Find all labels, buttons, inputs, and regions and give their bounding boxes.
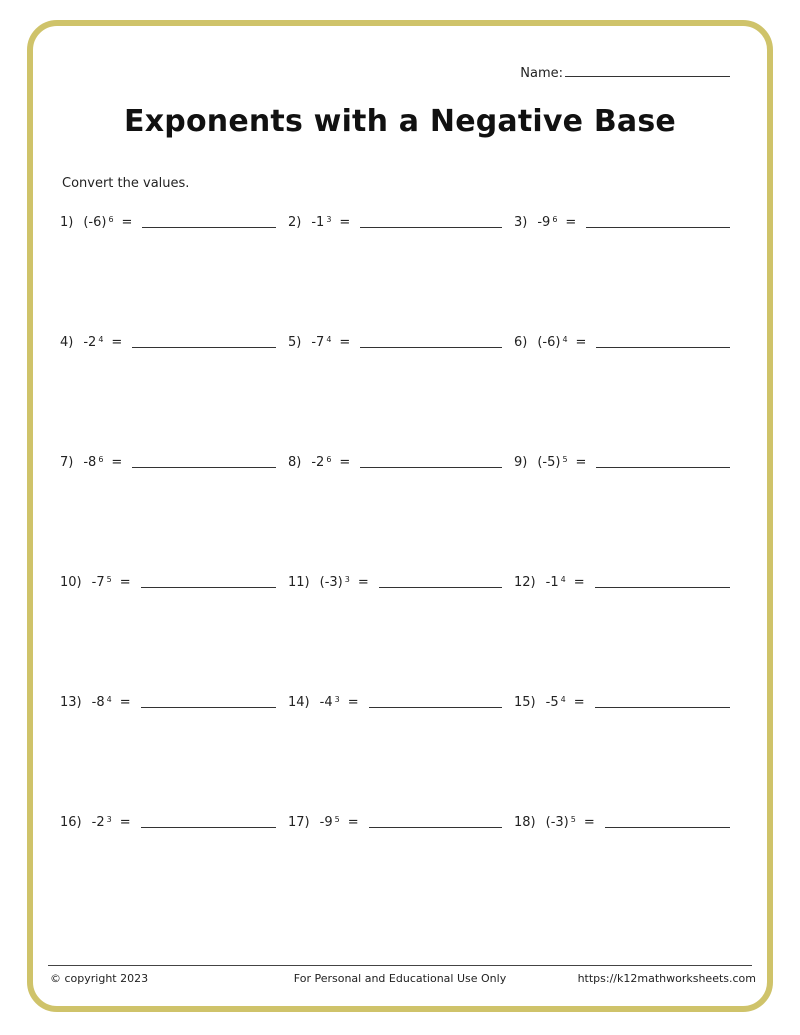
page-title: Exponents with a Negative Base — [124, 104, 676, 139]
footer-url[interactable]: https://k12mathworksheets.com — [577, 972, 756, 985]
answer-line[interactable] — [132, 457, 276, 468]
problem-item — [288, 568, 502, 590]
problem-exponent: 6 — [98, 455, 104, 464]
problem-exponent: 4 — [98, 335, 104, 344]
problem-base: -9 — [319, 815, 333, 830]
problem-exponent: 3 — [106, 815, 112, 824]
problem-number: 16) — [60, 815, 82, 830]
problem-number: 13) — [60, 695, 82, 710]
problem-number: 7) — [60, 455, 74, 470]
problem-base: -9 — [537, 215, 551, 230]
problem-exponent: 4 — [326, 335, 332, 344]
answer-line[interactable] — [379, 577, 502, 588]
problem-item — [60, 688, 276, 710]
name-field — [520, 62, 730, 81]
problem-item — [514, 448, 730, 470]
equals-sign: = — [119, 815, 131, 830]
answer-line[interactable] — [369, 817, 502, 828]
problem-number: 10) — [60, 575, 82, 590]
instructions: Convert the values. — [62, 176, 190, 191]
answer-line[interactable] — [595, 697, 730, 708]
problem-item — [514, 208, 730, 230]
equals-sign: = — [339, 335, 351, 350]
answer-line[interactable] — [586, 217, 730, 228]
problem-base: (-6) — [83, 215, 107, 230]
name-input-line[interactable] — [565, 62, 730, 77]
problem-base: (-6) — [537, 335, 561, 350]
problem-exponent: 4 — [560, 695, 566, 704]
equals-sign: = — [347, 815, 359, 830]
problem-number: 9) — [514, 455, 528, 470]
name-label: Name: — [520, 66, 563, 81]
equals-sign: = — [565, 215, 577, 230]
problem-base: -7 — [91, 575, 105, 590]
problem-item — [288, 448, 502, 470]
answer-line[interactable] — [141, 697, 276, 708]
problem-number: 12) — [514, 575, 536, 590]
problem-item — [288, 808, 502, 830]
problem-exponent: 3 — [334, 695, 340, 704]
problem-number: 4) — [60, 335, 74, 350]
problem-exponent: 5 — [562, 455, 568, 464]
problem-base: (-5) — [537, 455, 561, 470]
problem-base: (-3) — [545, 815, 569, 830]
problem-exponent: 6 — [108, 215, 114, 224]
problem-base: -8 — [83, 455, 97, 470]
problem-exponent: 3 — [326, 215, 332, 224]
problem-item — [60, 328, 276, 350]
problem-base: -2 — [83, 335, 97, 350]
equals-sign: = — [573, 575, 585, 590]
problem-item — [288, 328, 502, 350]
equals-sign: = — [111, 455, 123, 470]
problem-exponent: 6 — [326, 455, 332, 464]
problem-base: -8 — [91, 695, 105, 710]
answer-line[interactable] — [596, 337, 730, 348]
answer-line[interactable] — [360, 217, 502, 228]
problem-item — [288, 688, 502, 710]
footer-divider — [48, 965, 752, 966]
problem-item — [288, 208, 502, 230]
problem-base: -4 — [319, 695, 333, 710]
problem-item — [514, 568, 730, 590]
equals-sign: = — [111, 335, 123, 350]
problem-exponent: 4 — [106, 695, 112, 704]
problem-exponent: 5 — [334, 815, 340, 824]
page-frame — [27, 20, 773, 1012]
problem-number: 17) — [288, 815, 310, 830]
problem-number: 6) — [514, 335, 528, 350]
answer-line[interactable] — [605, 817, 730, 828]
equals-sign: = — [339, 215, 351, 230]
equals-sign: = — [575, 455, 587, 470]
problem-number: 11) — [288, 575, 310, 590]
equals-sign: = — [575, 335, 587, 350]
equals-sign: = — [347, 695, 359, 710]
answer-line[interactable] — [141, 577, 276, 588]
problem-number: 3) — [514, 215, 528, 230]
problem-item — [60, 208, 276, 230]
problem-base: -2 — [91, 815, 105, 830]
footer-usage: For Personal and Educational Use Only — [293, 972, 507, 985]
problem-base: -1 — [311, 215, 325, 230]
answer-line[interactable] — [369, 697, 502, 708]
equals-sign: = — [357, 575, 369, 590]
problem-base: -7 — [311, 335, 325, 350]
problem-base: -1 — [545, 575, 559, 590]
problem-item — [514, 808, 730, 830]
problem-number: 2) — [288, 215, 302, 230]
problem-exponent: 4 — [562, 335, 568, 344]
answer-line[interactable] — [142, 217, 276, 228]
problem-exponent: 5 — [570, 815, 576, 824]
answer-line[interactable] — [596, 457, 730, 468]
problem-exponent: 5 — [106, 575, 112, 584]
problem-base: -2 — [311, 455, 325, 470]
problem-item — [60, 448, 276, 470]
equals-sign: = — [583, 815, 595, 830]
problem-item — [514, 688, 730, 710]
problem-number: 15) — [514, 695, 536, 710]
answer-line[interactable] — [595, 577, 730, 588]
problem-base: -5 — [545, 695, 559, 710]
problem-number: 5) — [288, 335, 302, 350]
equals-sign: = — [119, 695, 131, 710]
problem-exponent: 4 — [560, 575, 566, 584]
problem-item — [60, 808, 276, 830]
equals-sign: = — [119, 575, 131, 590]
equals-sign: = — [573, 695, 585, 710]
problem-item — [60, 568, 276, 590]
problem-number: 18) — [514, 815, 536, 830]
equals-sign: = — [121, 215, 133, 230]
answer-line[interactable] — [360, 337, 502, 348]
problem-base: (-3) — [319, 575, 343, 590]
problem-item — [514, 328, 730, 350]
equals-sign: = — [339, 455, 351, 470]
answer-line[interactable] — [132, 337, 276, 348]
problem-exponent: 6 — [552, 215, 558, 224]
answer-line[interactable] — [360, 457, 502, 468]
problem-number: 8) — [288, 455, 302, 470]
footer-copyright: © copyright 2023 — [50, 972, 149, 985]
answer-line[interactable] — [141, 817, 276, 828]
problem-exponent: 3 — [344, 575, 350, 584]
problem-number: 1) — [60, 215, 74, 230]
problem-number: 14) — [288, 695, 310, 710]
